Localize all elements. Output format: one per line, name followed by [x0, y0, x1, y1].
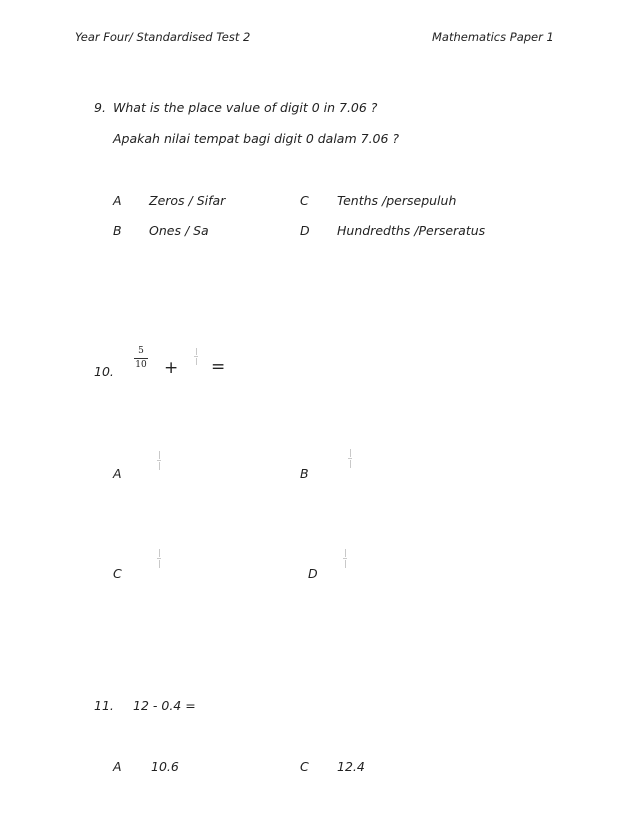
q10-option-c-letter: B	[300, 466, 309, 481]
q11-option-c-text: 12.4	[337, 759, 365, 774]
q11-option-a-letter: A	[113, 759, 122, 774]
q10-option-a-letter: A	[113, 466, 122, 481]
header-right: Mathematics Paper 1	[432, 30, 554, 44]
q11-number: 11.	[94, 698, 114, 713]
q9-option-c-text: Tenths /persepuluh	[337, 193, 457, 208]
q9-option-d-letter: D	[300, 223, 310, 238]
q9-number: 9.	[94, 100, 106, 115]
q11-option-c-letter: C	[300, 759, 309, 774]
q10-option-b-letter: C	[113, 566, 122, 581]
q10-fraction-bar	[134, 358, 148, 359]
q10-fraction-placeholder	[194, 348, 198, 365]
q11-option-a-text: 10.6	[151, 759, 179, 774]
q9-option-a-text: Zeros / Sifar	[149, 193, 226, 208]
q9-question-en: What is the place value of digit 0 in 7.06 ?	[113, 100, 378, 115]
q11-expression: 12 - 0.4 =	[133, 698, 196, 713]
q9-option-b-letter: B	[113, 223, 122, 238]
q10-option-d-fraction	[343, 549, 347, 568]
q9-option-a-letter: A	[113, 193, 122, 208]
q10-option-a-fraction	[157, 451, 161, 470]
q10-fraction-numerator: 5	[138, 346, 144, 356]
q10-equals: =	[211, 357, 226, 377]
q10-number: 10.	[94, 364, 114, 379]
q10-option-d-letter: D	[308, 566, 318, 581]
q10-option-b-fraction	[157, 549, 161, 568]
header-left: Year Four/ Standardised Test 2	[75, 30, 251, 44]
q10-option-c-fraction	[348, 449, 352, 468]
q10-plus: +	[164, 358, 179, 378]
q9-question-ms: Apakah nilai tempat bagi digit 0 dalam 7.06 ?	[113, 131, 400, 146]
q10-fraction-denominator: 10	[135, 360, 147, 370]
q9-option-d-text: Hundredths /Perseratus	[337, 223, 486, 238]
q9-option-c-letter: C	[300, 193, 309, 208]
q9-option-b-text: Ones / Sa	[149, 223, 209, 238]
q10-fraction	[134, 346, 148, 371]
